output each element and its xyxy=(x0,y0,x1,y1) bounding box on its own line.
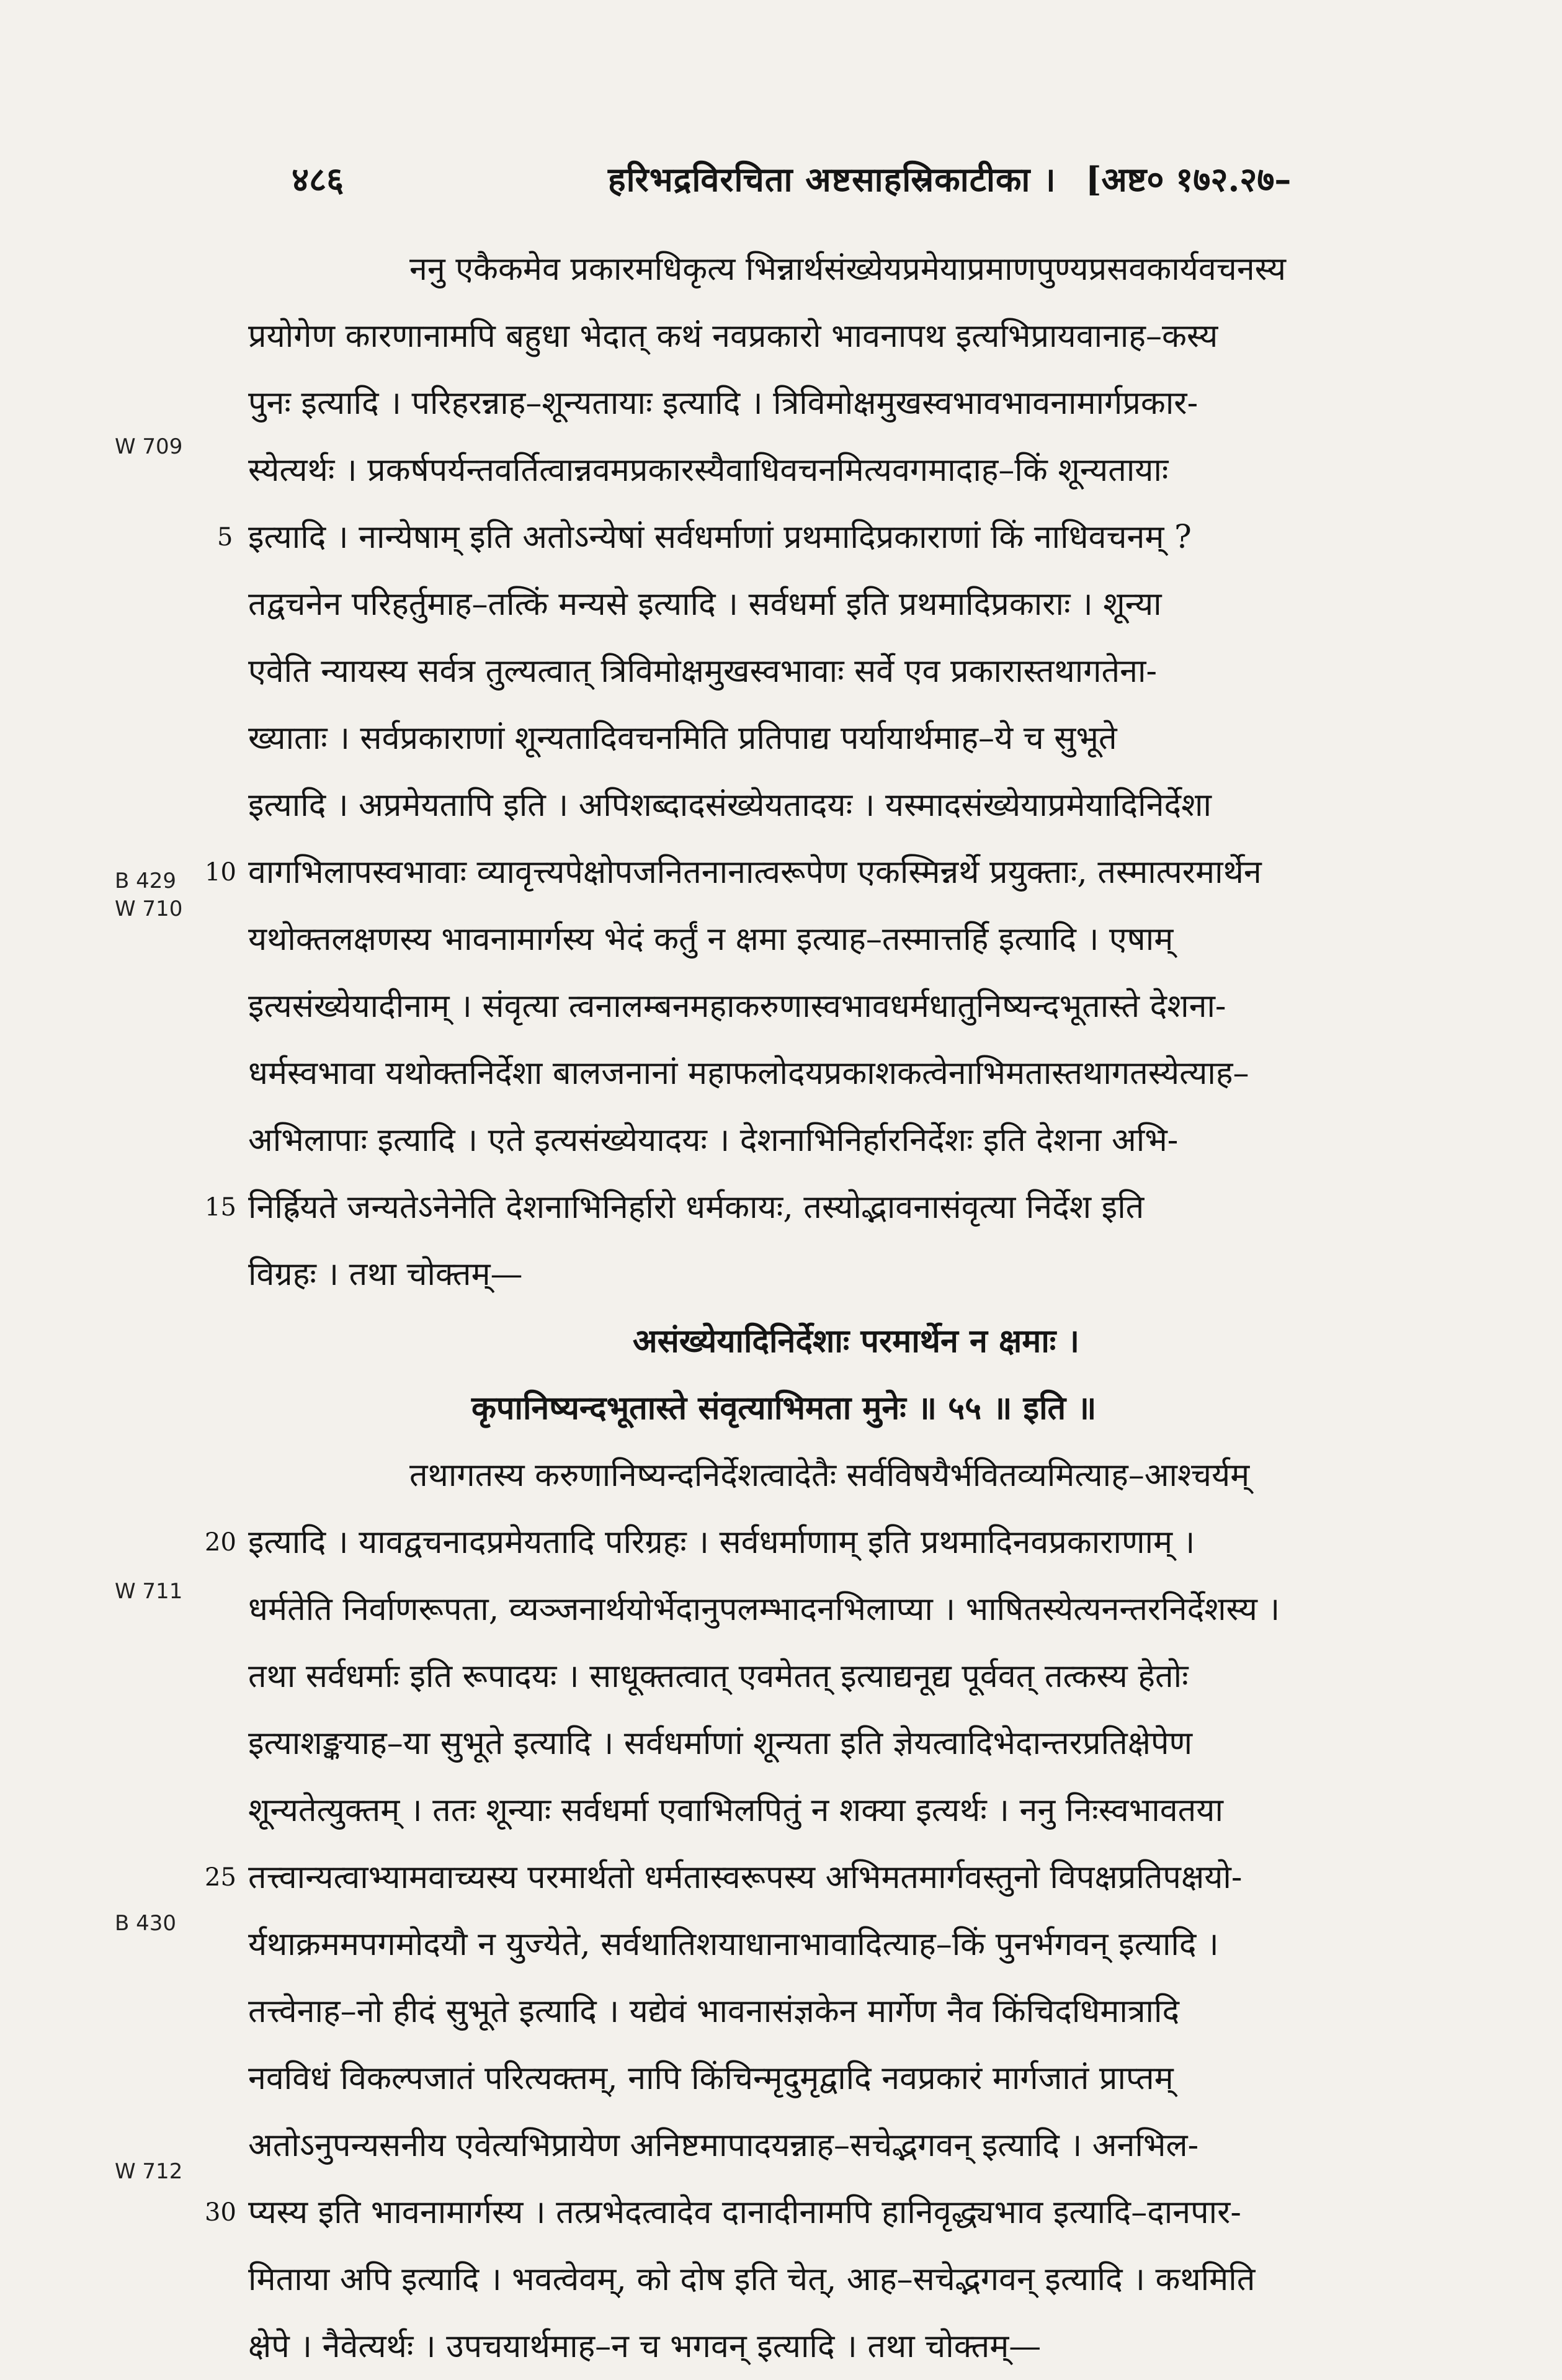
margin-ref-w710: W 710 xyxy=(115,897,183,921)
line-number: 10 xyxy=(205,858,236,887)
page-number: ४८६ xyxy=(292,159,344,199)
commentary-text xyxy=(205,236,1464,2380)
text-line: इत्याशङ्कयाह–या सुभूते इत्यादि । सर्वधर्माणां शून्यता इति ज्ञेयत्वादिभेदान्तरप्रतिक्षेपेण xyxy=(248,1725,1193,1762)
text-line: यथोक्तलक्षणस्य भावनामार्गस्य भेदं कर्तुं न क्षमा इत्याह–तस्मात्तर्हि इत्यादि । एषाम् xyxy=(248,921,1174,958)
text-line: इत्यादि । अप्रमेयतापि इति । अपिशब्दादसंख्येयतादयः । यस्मादसंख्येयाप्रमेयादिनिर्देशा xyxy=(248,787,1212,824)
verse-line-2: कृपानिष्यन्दभूतास्ते संवृत्याभिमता मुनेः ॥ ५५ ॥ इति ॥ xyxy=(471,1389,1097,1427)
text-line: स्येत्यर्थः । प्रकर्षपर्यन्तवर्तित्वान्नवमप्रकारस्यैवाधिवचनमित्यवगमादाह–किं शून्यतायाः xyxy=(248,452,1169,489)
line-number: 20 xyxy=(205,1528,236,1557)
text-line: र्यथाक्रममपगमोदयौ न युज्येते, सर्वथातिशयाधानाभावादित्याह–किं पुनर्भगवन् इत्यादि । xyxy=(248,1926,1219,1963)
verse-line-1: असंख्येयादिनिर्देशाः परमार्थेन न क्षमाः । xyxy=(632,1322,1080,1360)
text-line-content: इत्यादि । यावद्वचनादप्रमेयतादि परिग्रहः । सर्वधर्माणाम् इति प्रथमादिनवप्रकाराणाम् । xyxy=(248,1524,1195,1561)
text-line-content: वागभिलापस्वभावाः व्यावृत्त्यपेक्षोपजनितनानात्वरूपेण एकस्मिन्नर्थे प्रयुक्ताः, तस्मात्परमार्थेन xyxy=(248,854,1262,891)
text-line: इत्यसंख्येयादीनाम् । संवृत्या त्वनालम्बनमहाकरुणास्वभावधर्मधातुनिष्यन्दभूतास्ते देशना- xyxy=(248,988,1226,1025)
text-line-20 xyxy=(205,1509,1464,1576)
text-line-content: निर्ह्रियते जन्यतेऽनेनेति देशनाभिनिर्हारो धर्मकायः, तस्योद्भावनासंवृत्या निर्देश इति xyxy=(248,1189,1145,1226)
text-line: मिताया अपि इत्यादि । भवत्वेवम्, को दोष इति चेत्, आह–सचेद्भगवन् इत्यादि । कथमिति xyxy=(248,2261,1256,2298)
margin-ref-b430: B 430 xyxy=(115,1911,177,1936)
text-line: तत्त्वेनाह–नो हीदं सुभूते इत्यादि । यद्येवं भावनासंज्ञकेन मार्गेण नैव किंचिदधिमात्रादि xyxy=(248,1993,1180,2030)
text-line: क्षेपे । नैवेत्यर्थः । उपचयार्थमाह–न च भगवन् इत्यादि । तथा चोक्तम्— xyxy=(248,2328,1042,2365)
line-number: 15 xyxy=(205,1193,236,1222)
margin-ref-w711: W 711 xyxy=(115,1579,183,1604)
page-header xyxy=(273,155,1514,205)
text-line-5 xyxy=(217,504,1464,571)
text-line-content: इत्यादि । नान्येषाम् इति अतोऽन्येषां सर्वधर्माणां प्रथमादिप्रकाराणां किं नाधिवचनम् ? xyxy=(248,519,1192,556)
line-number: 25 xyxy=(205,1863,236,1892)
line-number: 5 xyxy=(217,523,233,552)
text-line: नवविधं विकल्पजातं परित्यक्तम्, नापि किंचिन्मृदुमृद्वादि नवप्रकारं मार्गजातं प्राप्तम् xyxy=(248,2060,1174,2097)
running-title: हरिभद्रविरचिता अष्टसाहस्रिकाटीका । xyxy=(608,159,1056,199)
text-line: अतोऽनुपन्यसनीय एवेत्यभिप्रायेण अनिष्टमापादयन्नाह–सचेद्भगवन् इत्यादि । अनभिल- xyxy=(248,2127,1199,2164)
text-line: ननु एकैकमेव प्रकारमधिकृत्य भिन्नार्थसंख्येयप्रमेयाप्रमाणपुण्यप्रसवकार्यवचनस्य xyxy=(409,251,1287,288)
margin-ref-b429: B 429 xyxy=(115,869,177,893)
text-line: शून्यतेत्युक्तम् । ततः शून्याः सर्वधर्मा एवाभिलपितुं न शक्या इत्यर्थः । ननु निःस्वभावतया xyxy=(248,1792,1223,1829)
margin-ref-w709: W 709 xyxy=(115,434,183,459)
text-line: अभिलापाः इत्यादि । एते इत्यसंख्येयादयः । देशनाभिनिर्हारनिर्देशः इति देशना अभि- xyxy=(248,1122,1179,1159)
text-line-15 xyxy=(205,1174,1464,1241)
text-line: धर्मस्वभावा यथोक्तनिर्देशा बालजनानां महाफलोदयप्रकाशकत्वेनाभिमतास्तथागतस्येत्याह– xyxy=(248,1055,1249,1092)
line-number: 30 xyxy=(205,2198,236,2227)
margin-ref-w712: W 712 xyxy=(115,2159,183,2184)
text-line: प्रयोगेण कारणानामपि बहुधा भेदात् कथं नवप्रकारो भावनापथ इत्यभिप्रायवानाह–कस्य xyxy=(248,318,1218,355)
text-line: एवेति न्यायस्य सर्वत्र तुल्यत्वात् त्रिविमोक्षमुखस्वभावाः सर्वे एव प्रकारास्तथागतेना- xyxy=(248,653,1158,690)
text-line: विग्रहः । तथा चोक्तम्— xyxy=(248,1256,523,1293)
text-line: पुनः इत्यादि । परिहरन्नाह–शून्यतायाः इत्यादि । त्रिविमोक्षमुखस्वभावभावनामार्गप्रकार- xyxy=(248,385,1198,422)
text-line: धर्मतेति निर्वाणरूपता, व्यञ्जनार्थयोर्भेदानुपलम्भादनभिलाप्या । भाषितस्येत्यनन्तरनिर्देशस्य । xyxy=(248,1591,1280,1628)
text-line-25 xyxy=(205,1844,1464,1911)
text-line: तद्वचनेन परिहर्तुमाह–तत्किं मन्यसे इत्यादि । सर्वधर्मा इति प्रथमादिप्रकाराः । शून्या xyxy=(248,586,1162,623)
section-reference: [अष्ट० १७२.२७– xyxy=(1086,159,1292,199)
text-line: तथागतस्य करुणानिष्यन्दनिर्देशत्वादेतैः सर्वविषयैर्भवितव्यमित्याह–आश्चर्यम् xyxy=(409,1457,1250,1494)
text-line: तथा सर्वधर्माः इति रूपादयः । साधूक्तत्वात् एवमेतत् इत्याद्यनूद्य पूर्ववत् तत्कस्य हेतोः xyxy=(248,1658,1189,1695)
text-line-10 xyxy=(205,839,1464,906)
text-line-30 xyxy=(205,2179,1464,2246)
text-line: ख्याताः । सर्वप्रकाराणां शून्यतादिवचनमिति प्रतिपाद्य पर्यायार्थमाह–ये च सुभूते xyxy=(248,720,1117,757)
text-line-content: प्यस्य इति भावनामार्गस्य । तत्प्रभेदत्वादेव दानादीनामपि हानिवृद्ध्यभाव इत्यादि–दानपार- xyxy=(248,2194,1241,2231)
text-line-content: तत्त्वान्यत्वाभ्यामवाच्यस्य परमार्थतो धर्मतास्वरूपस्य अभिमतमार्गवस्तुनो विपक्षप्रतिपक्षयो- xyxy=(248,1859,1243,1896)
